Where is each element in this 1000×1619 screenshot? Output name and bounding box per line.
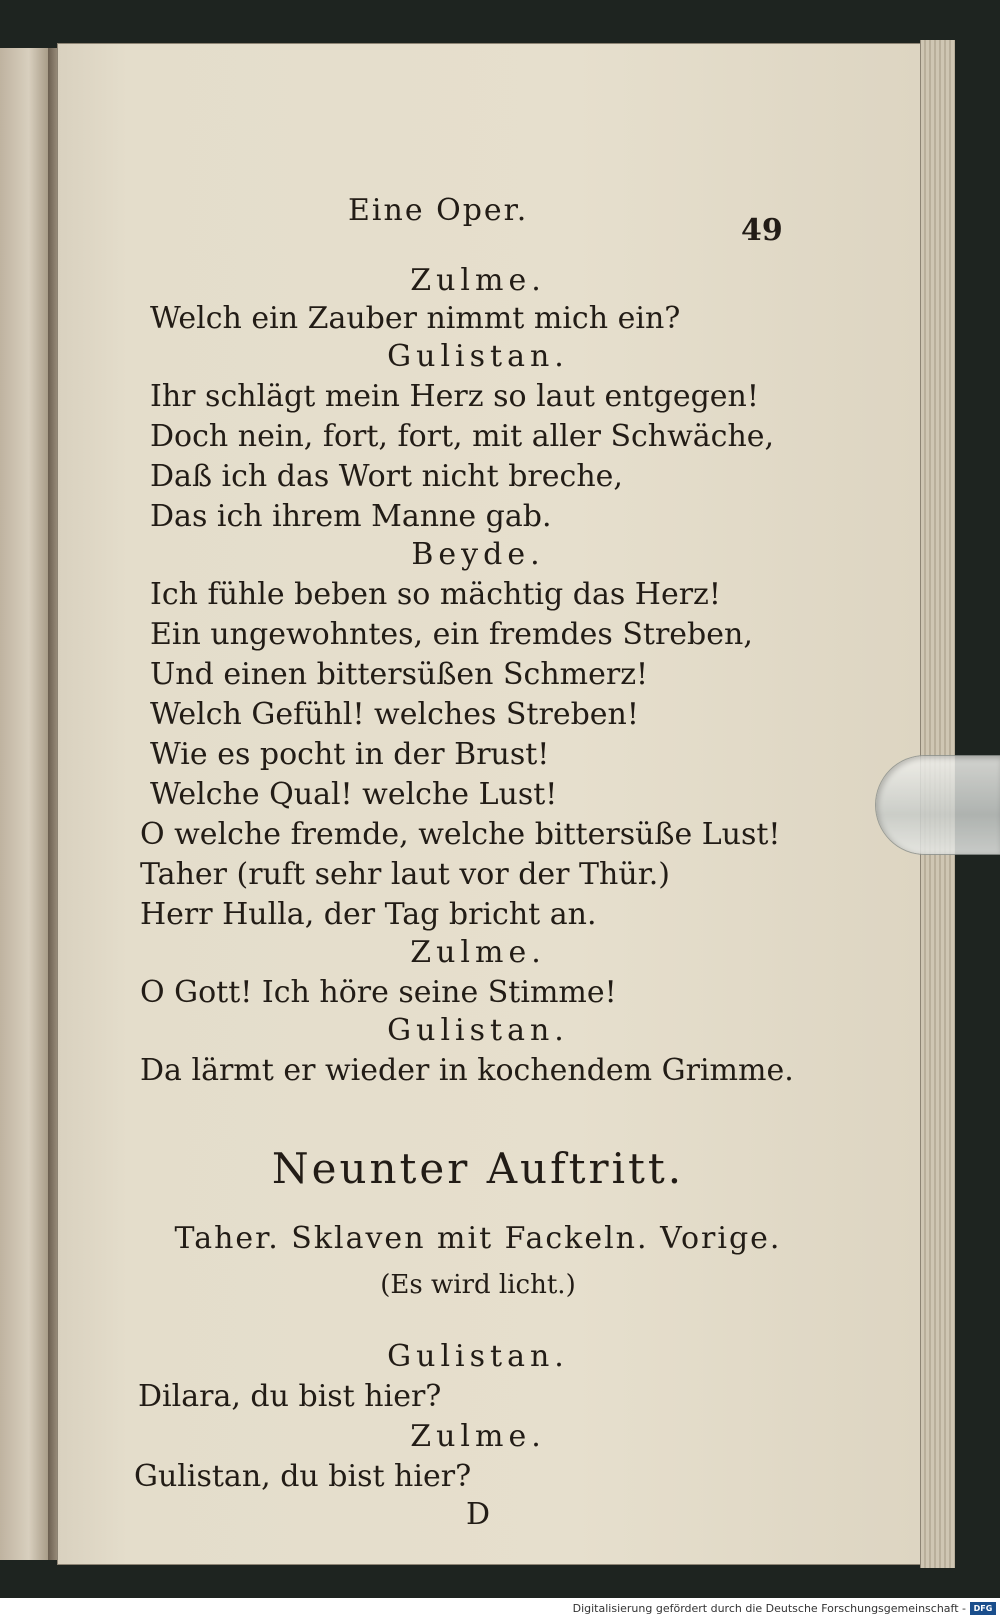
digitization-footer [0,1598,1000,1619]
verse-line: O Gott! Ich höre seine Stimme! [140,975,617,1010]
verse-line: Ich fühle beben so mächtig das Herz! [150,577,721,612]
verse-line: Dilara, du bist hier? [138,1379,442,1414]
speaker-beyde: Beyde. [411,537,545,572]
speaker-zulme: Zulme. [410,1419,546,1454]
verse-line: Ihr schlägt mein Herz so laut entgegen! [150,379,759,414]
stage-direction-line: Taher (ruft sehr laut vor der Thür.) [140,857,670,892]
catchword: D [465,1497,491,1532]
book-page [58,44,920,1564]
scene-heading: Neunter Auftritt. [271,1144,685,1193]
verse-line: Daß ich das Wort nicht breche, [150,459,623,494]
running-title: Eine Oper. [348,193,529,228]
speaker-gulistan: Gulistan. [387,1013,569,1048]
verse-line: Und einen bittersüßen Schmerz! [150,657,649,692]
verse-line: Welch ein Zauber nimmt mich ein? [150,301,681,336]
page-number: 49 [741,213,783,248]
speaker-gulistan: Gulistan. [387,339,569,374]
speaker-zulme: Zulme. [410,935,546,970]
verse-line: Wie es pocht in der Brust! [150,737,550,772]
verse-line: Welch Gefühl! welches Streben! [150,697,639,732]
dfg-logo: DFG [970,1602,996,1615]
footer-credit: Digitalisierung gefördert durch die Deutsche Forschungsgemeinschaft - [572,1602,966,1615]
verse-line: Ein ungewohntes, ein fremdes Streben, [150,617,753,652]
facing-page-edge [0,48,50,1560]
book-gutter [48,48,58,1560]
speaker-zulme: Zulme. [410,263,546,298]
verse-line: Gulistan, du bist hier? [134,1459,472,1494]
page-clip [876,756,1000,854]
verse-line: O welche fremde, welche bittersüße Lust! [140,817,781,852]
verse-line: Doch nein, fort, fort, mit aller Schwäche, [150,419,775,454]
verse-line: Herr Hulla, der Tag bricht an. [140,897,597,932]
stage-direction: (Es wird licht.) [380,1270,576,1300]
speaker-gulistan: Gulistan. [387,1339,569,1374]
verse-line: Welche Qual! welche Lust! [150,777,558,812]
scene-persons: Taher. Sklaven mit Fackeln. Vorige. [174,1221,782,1256]
verse-line: Das ich ihrem Manne gab. [150,499,552,534]
verse-line: Da lärmt er wieder in kochendem Grimme. [140,1053,794,1088]
